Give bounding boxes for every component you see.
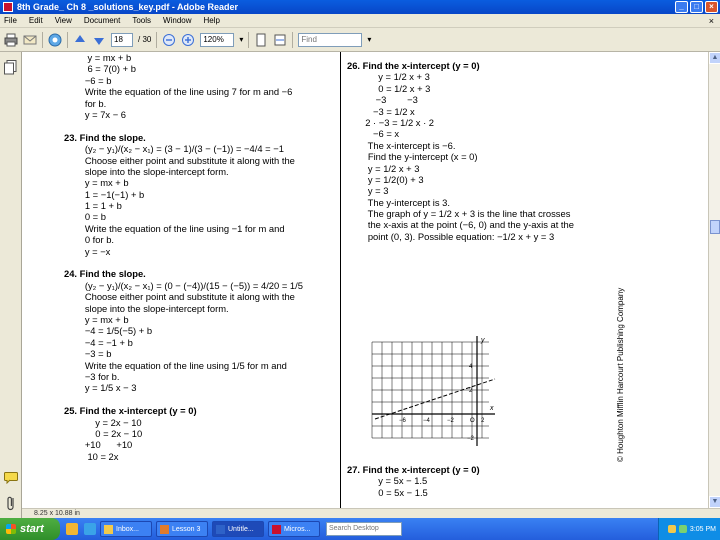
start-button[interactable] [0,518,60,540]
solution-line: 10 = 2x [64,450,119,462]
solution-line: −3 −3 [347,94,418,106]
email-icon[interactable] [23,33,37,47]
solution-line: −6 = b [64,74,112,86]
solution-line: Find the y-intercept (x = 0) [347,151,478,163]
taskbar-button-inbox[interactable] [100,521,152,537]
left-solutions-column [64,52,334,462]
menu-bar [0,14,720,28]
menu-help[interactable]: Help [203,16,220,25]
solution-line: 1 = 1 + b [64,200,122,212]
solution-line: −3 = 1/2 x [347,105,415,117]
taskbar-button-lesson[interactable] [156,521,208,537]
minimize-button[interactable]: _ [675,1,688,13]
solution-line [64,394,334,405]
tick-label: −2 [467,436,474,442]
solution-line: y = 3 [347,185,389,197]
solution-line: y = 1/5 x − 3 [64,382,137,394]
powerpoint-icon [160,525,169,534]
solution-line: Write the equation of the line using 7 for m and −6 [64,86,293,98]
window-titlebar[interactable] [0,0,720,14]
window-title: 8th Grade_ Ch 8 _solutions_key.pdf - Adobe Reader [17,2,239,12]
solution-line: −6 = x [347,128,400,140]
navigation-pane [0,52,22,518]
print-icon[interactable] [4,33,18,47]
quick-launch-icon[interactable] [84,523,96,535]
menu-view[interactable]: View [54,16,72,25]
solution-line: 2 · −3 = 1/2 x · 2 [347,116,435,128]
scroll-down-button[interactable]: ▼ [709,496,720,508]
tray-icon[interactable] [679,525,687,533]
solution-line: −3 for b. [64,370,120,382]
menu-document[interactable]: Document [83,16,121,25]
toolbar-separator [248,32,249,48]
quick-launch-icon[interactable] [66,523,78,535]
solution-line: 0 = 2x − 10 [64,427,143,439]
adobe-reader-icon [3,2,13,12]
zoom-out-icon[interactable] [162,33,176,47]
solution-line: 6 = 7(0) + b [64,63,136,75]
tick-label: 2 [469,388,473,394]
solution-line: slope into the slope-intercept form. [64,165,229,177]
solution-line: y = 5x − 1.5 [347,475,428,487]
tick-label: −6 [399,418,406,424]
system-tray [658,518,720,540]
solution-line: Choose either point and substitute it along with the [64,154,295,166]
solution-line: The x-intercept is −6. [347,139,456,151]
attachments-icon[interactable] [5,495,17,511]
status-bar [22,508,720,518]
find-input[interactable]: Find [298,33,362,47]
solution-line: −4 = −1 + b [64,336,133,348]
x-axis-label: x [490,405,494,412]
find-dropdown-icon[interactable]: ▾ [367,35,372,44]
solution-line: slope into the slope-intercept form. [64,302,229,314]
solution-line: y = mx + b [64,177,129,189]
taskbar-button-untitled[interactable] [212,521,264,537]
solution-line: y = −x [64,245,111,257]
solution-line: Write the equation of the line using −1 for m and [64,222,285,234]
task-label: Micros... [284,525,311,533]
tick-label: 2 [481,418,485,424]
task-label: Inbox... [116,525,139,533]
mail-icon [104,525,113,534]
problem-heading: 24. Find the slope. [64,268,146,280]
problem-heading: 26. Find the x-intercept (y = 0) [347,60,480,71]
start-label: start [20,523,44,535]
tray-icon[interactable] [668,525,676,533]
solution-line: y = 1/2 x + 3 [347,162,420,174]
comments-icon[interactable] [4,472,18,484]
menu-file[interactable]: File [4,16,17,25]
solution-line: 0 for b. [64,234,115,246]
scroll-thumb[interactable] [710,220,720,234]
previous-page-icon[interactable] [73,33,87,47]
solution-line: the x-axis at the point (−6, 0) and the y-axis at the [347,219,574,231]
solution-line: (y₂ − y₁)/(x₂ − x₁) = (0 − (−4))/(15 − (−5)) = 4/20 = 1/5 [64,279,303,291]
solution-line: y = mx + b [64,52,132,63]
menu-tools[interactable]: Tools [132,16,152,25]
desktop-search-input[interactable]: Search Desktop [326,522,402,536]
menu-window[interactable]: Window [163,16,192,25]
column-divider [340,52,341,508]
fit-page-icon[interactable] [254,33,268,47]
toolbar-separator [42,32,43,48]
next-page-icon[interactable] [92,33,106,47]
page-number-input[interactable]: 18 [111,33,133,47]
zoom-dropdown-icon[interactable]: ▾ [239,35,244,44]
solution-line: for b. [64,97,107,109]
tick-label: 4 [469,364,473,370]
close-button[interactable]: × [705,1,718,13]
windows-logo-icon [6,524,16,534]
solution-line: y = 2x − 10 [64,416,142,428]
solution-line: y = 7x − 6 [64,108,127,120]
toolbar-separator [156,32,157,48]
page-total: / 30 [138,35,152,44]
solution-line: 0 = 5x − 1.5 [347,486,428,498]
task-label: Untitle... [228,525,254,533]
maximize-button[interactable]: □ [690,1,703,13]
tick-label: O [470,418,475,424]
page-size-readout: 8.25 x 10.88 in [34,510,80,517]
problem-heading: 23. Find the slope. [64,131,146,143]
solution-line: Write the equation of the line using 1/5 for m and [64,359,287,371]
fit-width-icon[interactable] [273,33,287,47]
window-controls [675,1,718,13]
scroll-up-button[interactable]: ▲ [709,52,720,64]
zoom-select[interactable]: 120% [200,33,234,47]
document-icon [216,525,225,534]
vertical-scrollbar[interactable] [708,52,720,508]
solution-line: The graph of y = 1/2 x + 3 is the line that crosses [347,208,571,220]
solution-line: Choose either point and substitute it along with the [64,291,295,303]
problem-heading: 27. Find the x-intercept (y = 0) [347,464,480,475]
copyright-text: © Houghton Mifflin Harcourt Publishing Company [616,287,625,462]
adobe-icon [272,525,281,534]
collaborate-icon[interactable] [48,33,62,47]
solution-line: +10 +10 [64,439,133,451]
tick-label: −4 [423,418,430,424]
menu-edit[interactable]: Edit [28,16,43,25]
solution-line: 0 = 1/2 x + 3 [347,82,431,94]
coordinate-graph [367,334,497,450]
solution-line: y = mx + b [64,313,129,325]
solution-line: point (0, 3). Possible equation: −1/2 x + y = 3 [347,230,555,242]
right-solutions-column [347,60,637,242]
pages-icon[interactable] [4,60,17,75]
solution-line: y = 1/2 x + 3 [347,71,430,83]
toolbar-separator [67,32,68,48]
solution-line: (y₂ − y₁)/(x₂ − x₁) = (3 − 1)/(3 − (−1)) = −4/4 = −1 [64,143,284,155]
taskbar-button-microsoft[interactable] [268,521,320,537]
windows-taskbar [0,518,720,540]
copyright-notice [614,262,626,462]
close-document-button[interactable]: × [708,16,714,26]
solution-line: y = 1/2(0) + 3 [347,173,424,185]
problem-heading: 25. Find the x-intercept (y = 0) [64,405,197,417]
solution-line [64,120,334,131]
bottom-right-solutions [347,464,637,498]
clock: 3:05 PM [689,525,716,533]
solution-line: −4 = 1/5(−5) + b [64,325,153,337]
solution-line: 0 = b [64,211,106,223]
zoom-in-icon[interactable] [181,33,195,47]
solution-line: The y-intercept is 3. [347,196,450,208]
tick-label: −2 [447,418,454,424]
toolbar [0,28,720,52]
solution-line: 1 = −1(−1) + b [64,188,145,200]
solution-line: −3 = b [64,348,112,360]
toolbar-separator [292,32,293,48]
y-axis-label: y [481,337,485,344]
document-page[interactable] [22,52,708,508]
task-label: Lesson 3 [172,525,201,533]
solution-line [64,257,334,268]
